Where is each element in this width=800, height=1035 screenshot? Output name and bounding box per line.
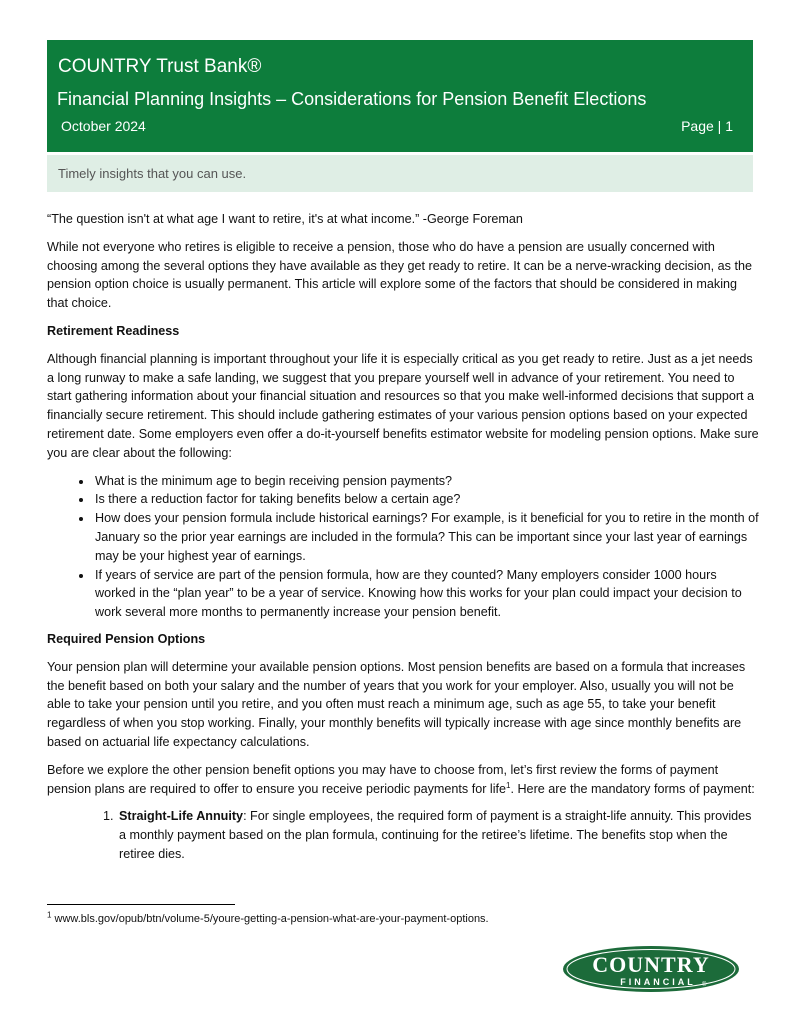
term-straight-life-annuity: Straight-Life Annuity bbox=[119, 809, 244, 824]
term-description: : For single employees, the required form of payment is a straight-life annuity. This provides a monthly payment based on the plan formula, continuing for the retiree’s lifetime. The benefits stop when the retiree dies. bbox=[119, 809, 752, 861]
list-item: • How does your pension formula include historical earnings? For example, is it beneficial for you to retire in the month of January so the prior year earnings are included in the formula? This can be important since your last year of earnings may be your highest year of earnings. bbox=[93, 509, 759, 565]
bank-name: COUNTRY Trust Bank® bbox=[58, 56, 262, 77]
payment-forms-text: Before we explore the other pension benefit options you may have to choose from, let’s first review the forms of payment pension plans are required to offer to ensure you receive periodic payments for life bbox=[47, 762, 719, 796]
list-item: • Is there a reduction factor for taking benefits below a certain age? bbox=[93, 490, 759, 509]
page-number: Page | 1 bbox=[681, 118, 733, 134]
logo-wordmark: COUNTRY bbox=[592, 952, 710, 977]
footnote-divider bbox=[47, 904, 235, 905]
list-item: • If years of service are part of the pension formula, how are they counted? Many employers consider 1000 hours worked in the “plan year” to be a year of service. Knowing how this works for your plan could impact your decision to work several more months to permanently increase your pension benefit. bbox=[93, 566, 759, 622]
footnote-marker: 1 bbox=[47, 910, 52, 920]
required-options-paragraph: Your pension plan will determine your available pension options. Most pension benefits are based on a formula that increases the benefit based on both your salary and the number of years that you work for your employer. Also, usually you will not be able to take your pension until you retire, and you often must reach a minimum age, such as age 55, to take your benefit regardless of when you stop working. Finally, your monthly benefits will typically increase with age since monthly benefits are based on actuarial life expectancy calculations. bbox=[47, 659, 746, 749]
page-header bbox=[47, 40, 753, 152]
footnote bbox=[47, 910, 489, 925]
tagline-banner bbox=[47, 155, 753, 192]
payment-forms-text-end: . Here are the mandatory forms of payment: bbox=[510, 781, 755, 796]
payment-forms-paragraph bbox=[47, 761, 759, 799]
footnote-text: www.bls.gov/opub/btn/volume-5/youre-getting-a-pension-what-are-your-payment-options. bbox=[51, 913, 489, 925]
tagline-text: Timely insights that you can use. bbox=[58, 166, 247, 181]
readiness-checklist bbox=[47, 472, 759, 622]
country-financial-logo bbox=[562, 945, 740, 993]
list-item: • What is the minimum age to begin receiving pension payments? bbox=[93, 472, 759, 491]
article-body bbox=[47, 210, 759, 864]
footnote-reference[interactable]: 1 bbox=[506, 780, 511, 790]
opening-quote: “The question isn't at what age I want to retire, it's at what income.” -George Foreman bbox=[47, 212, 523, 226]
publication-date: October 2024 bbox=[61, 118, 146, 134]
section-heading-retirement-readiness: Retirement Readiness bbox=[47, 323, 180, 338]
logo-subword: FINANCIAL bbox=[620, 977, 696, 987]
mandatory-payment-forms bbox=[47, 807, 759, 863]
section-heading-required-pension-options: Required Pension Options bbox=[47, 631, 206, 646]
retirement-readiness-paragraph: Although financial planning is important throughout your life it is especially critical as you get ready to retire. Just as a jet needs a long runway to make a safe landing, we suggest that you prepare yourself well in advance of your retirement. You need to start gathering information about your financial situation and resources so that you make well-informed decisions that support a financially secure retirement. This should include gathering estimates of your various pension options based on your expected retirement date. Some employers even offer a do-it-yourself benefits estimator website for modeling pension options. Make sure you are clear about the following: bbox=[47, 351, 759, 460]
intro-paragraph: While not everyone who retires is eligible to receive a pension, those who do have a pension are usually concerned with choosing among the several options they have available as they get ready to retire. It can be a nerve-wracking decision, as the pension option choice is usually permanent. This article will explore some of the factors that should be considered in making that choice. bbox=[47, 239, 752, 311]
document-title: Financial Planning Insights – Considerations for Pension Benefit Elections bbox=[57, 89, 647, 109]
list-item bbox=[117, 807, 759, 863]
logo-registered-mark: ® bbox=[702, 982, 707, 988]
